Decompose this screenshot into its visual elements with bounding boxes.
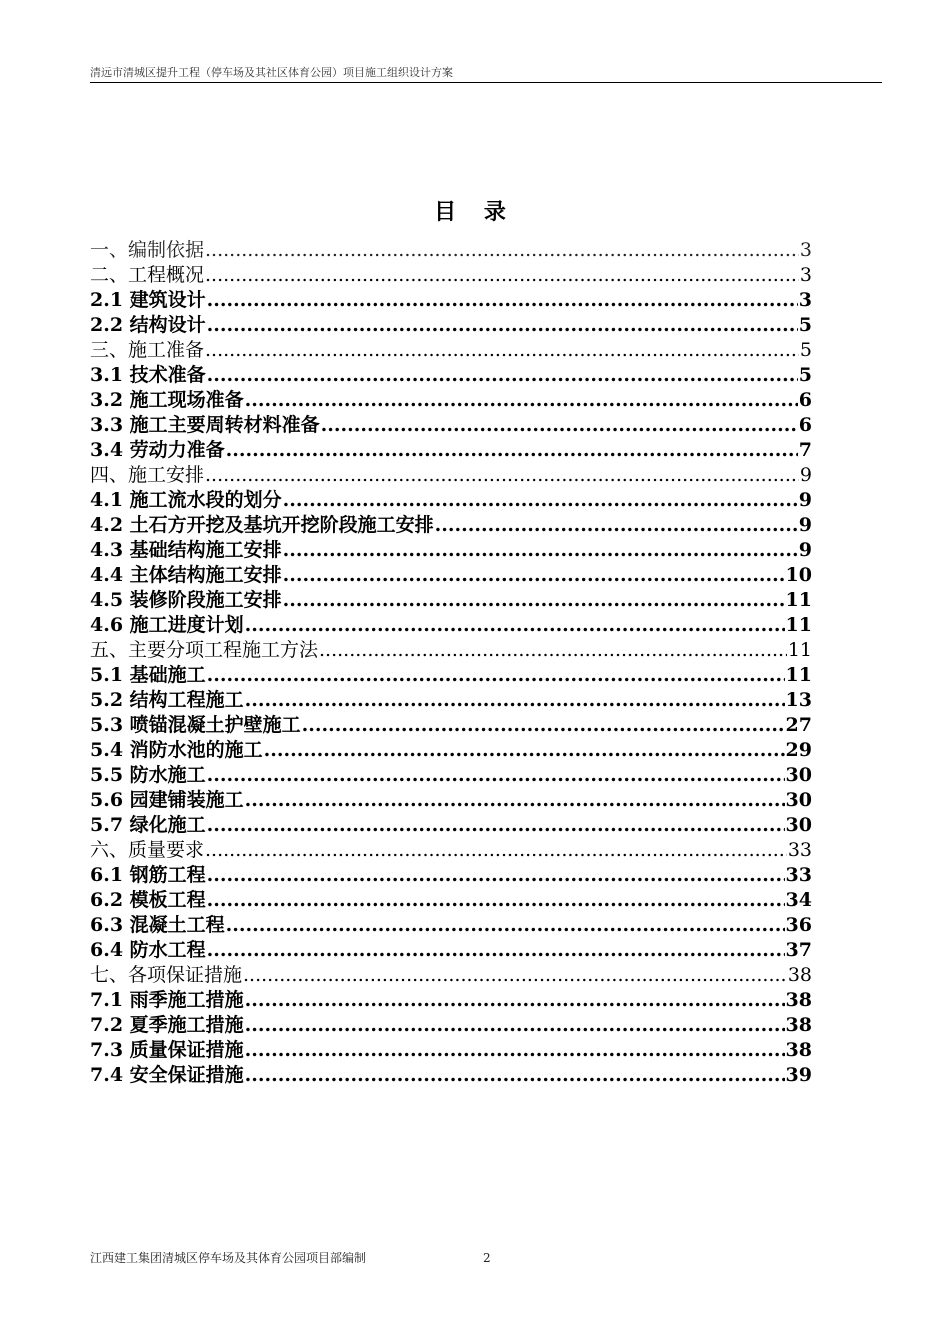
toc-leader-dots <box>205 838 787 863</box>
toc-entry-label: 3.4 劳动力准备 <box>90 439 225 461</box>
toc-entry[interactable] <box>90 788 812 813</box>
toc-leader-dots <box>245 388 798 413</box>
toc-entry-page: 5 <box>798 314 812 336</box>
toc-entry[interactable] <box>90 763 812 788</box>
toc-entry[interactable] <box>90 1063 812 1088</box>
toc-entry[interactable] <box>90 963 812 988</box>
table-of-contents <box>90 238 812 1088</box>
toc-entry-label: 6.3 混凝土工程 <box>90 914 225 936</box>
toc-entry-page: 38 <box>785 1014 812 1036</box>
toc-entry[interactable] <box>90 1038 812 1063</box>
toc-leader-dots <box>245 988 785 1013</box>
toc-entry[interactable] <box>90 313 812 338</box>
toc-entry[interactable] <box>90 988 812 1013</box>
toc-entry-label: 5.1 基础施工 <box>90 664 206 686</box>
header-title: 清远市清城区提升工程（停车场及其社区体育公园）项目施工组织设计方案 <box>90 66 453 79</box>
toc-leader-dots <box>207 813 785 838</box>
toc-entry-label: 六、质量要求 <box>90 839 205 861</box>
toc-entry[interactable] <box>90 938 812 963</box>
toc-entry[interactable] <box>90 738 812 763</box>
toc-entry[interactable] <box>90 588 812 613</box>
toc-entry-label: 7.4 安全保证措施 <box>90 1064 244 1086</box>
toc-entry-page: 5 <box>799 339 812 361</box>
toc-entry[interactable] <box>90 688 812 713</box>
toc-leader-dots <box>205 238 799 263</box>
toc-entry-label: 4.1 施工流水段的划分 <box>90 489 282 511</box>
toc-entry-page: 39 <box>785 1064 812 1086</box>
toc-entry-label: 4.2 土石方开挖及基坑开挖阶段施工安排 <box>90 514 434 536</box>
toc-entry-page: 6 <box>798 414 812 436</box>
toc-entry[interactable] <box>90 288 812 313</box>
toc-entry-label: 一、编制依据 <box>90 239 205 261</box>
toc-title: 目 录 <box>434 200 516 225</box>
toc-entry-label: 6.1 钢筋工程 <box>90 864 206 886</box>
toc-entry[interactable] <box>90 713 812 738</box>
toc-entry-page: 6 <box>798 389 812 411</box>
toc-entry[interactable] <box>90 238 812 263</box>
toc-entry-label: 四、施工安排 <box>90 464 205 486</box>
toc-entry-page: 36 <box>785 914 812 936</box>
toc-leader-dots <box>302 713 785 738</box>
toc-entry[interactable] <box>90 563 812 588</box>
toc-entry-label: 4.3 基础结构施工安排 <box>90 539 282 561</box>
toc-entry-page: 11 <box>785 664 812 686</box>
toc-entry-label: 7.1 雨季施工措施 <box>90 989 244 1011</box>
toc-entry[interactable] <box>90 663 812 688</box>
toc-entry-page: 30 <box>785 814 812 836</box>
toc-entry-label: 3.2 施工现场准备 <box>90 389 244 411</box>
toc-leader-dots <box>435 513 798 538</box>
toc-entry[interactable] <box>90 388 812 413</box>
toc-entry-label: 2.1 建筑设计 <box>90 289 206 311</box>
toc-entry-page: 9 <box>798 489 812 511</box>
toc-entry[interactable] <box>90 338 812 363</box>
toc-entry-label: 4.6 施工进度计划 <box>90 614 244 636</box>
toc-leader-dots <box>321 413 798 438</box>
toc-entry-page: 9 <box>799 464 812 486</box>
toc-entry[interactable] <box>90 513 812 538</box>
footer-page-number: 2 <box>483 1251 491 1265</box>
footer-text: 江西建工集团清城区停车场及其体育公园项目部编制 <box>90 1251 367 1265</box>
toc-entry-page: 3 <box>799 239 812 261</box>
toc-entry-label: 五、主要分项工程施工方法 <box>90 639 319 661</box>
toc-leader-dots <box>205 463 799 488</box>
toc-entry-label: 七、各项保证措施 <box>90 964 243 986</box>
toc-entry-label: 5.2 结构工程施工 <box>90 689 244 711</box>
toc-entry-label: 6.4 防水工程 <box>90 939 206 961</box>
toc-leader-dots <box>226 438 798 463</box>
toc-entry-page: 11 <box>785 589 812 611</box>
toc-entry[interactable] <box>90 613 812 638</box>
toc-leader-dots <box>245 1038 785 1063</box>
toc-entry-label: 3.1 技术准备 <box>90 364 206 386</box>
toc-entry-page: 30 <box>785 764 812 786</box>
toc-entry-label: 7.3 质量保证措施 <box>90 1039 244 1061</box>
toc-entry[interactable] <box>90 813 812 838</box>
toc-entry-page: 11 <box>787 639 812 661</box>
toc-leader-dots <box>283 538 798 563</box>
toc-leader-dots <box>207 763 785 788</box>
toc-entry-label: 3.3 施工主要周转材料准备 <box>90 414 320 436</box>
toc-entry[interactable] <box>90 538 812 563</box>
toc-entry-label: 三、施工准备 <box>90 339 205 361</box>
toc-leader-dots <box>243 963 787 988</box>
toc-entry-page: 29 <box>785 739 812 761</box>
toc-entry-page: 38 <box>785 1039 812 1061</box>
toc-leader-dots <box>207 863 785 888</box>
toc-entry-page: 3 <box>799 264 812 286</box>
toc-leader-dots <box>245 788 785 813</box>
toc-entry[interactable] <box>90 263 812 288</box>
page-header <box>90 66 882 83</box>
toc-entry[interactable] <box>90 863 812 888</box>
toc-entry-page: 5 <box>798 364 812 386</box>
toc-entry[interactable] <box>90 838 812 863</box>
toc-entry-label: 7.2 夏季施工措施 <box>90 1014 244 1036</box>
toc-entry[interactable] <box>90 888 812 913</box>
toc-entry-page: 38 <box>785 989 812 1011</box>
toc-leader-dots <box>205 263 799 288</box>
toc-entry-page: 10 <box>785 564 812 586</box>
toc-entry[interactable] <box>90 463 812 488</box>
toc-leader-dots <box>207 663 785 688</box>
toc-entry-page: 27 <box>785 714 812 736</box>
toc-entry[interactable] <box>90 913 812 938</box>
toc-entry-label: 2.2 结构设计 <box>90 314 206 336</box>
toc-entry-page: 3 <box>798 289 812 311</box>
toc-leader-dots <box>245 1013 785 1038</box>
toc-leader-dots <box>226 913 785 938</box>
toc-entry-page: 33 <box>787 839 812 861</box>
toc-entry[interactable] <box>90 1013 812 1038</box>
toc-leader-dots <box>207 363 798 388</box>
toc-entry-label: 5.4 消防水池的施工 <box>90 739 263 761</box>
toc-entry[interactable] <box>90 638 812 663</box>
toc-leader-dots <box>283 563 785 588</box>
toc-entry-label: 6.2 模板工程 <box>90 889 206 911</box>
toc-leader-dots <box>245 1063 785 1088</box>
toc-entry[interactable] <box>90 488 812 513</box>
toc-leader-dots <box>319 638 787 663</box>
toc-entry-label: 5.3 喷锚混凝土护壁施工 <box>90 714 301 736</box>
toc-entry-label: 4.4 主体结构施工安排 <box>90 564 282 586</box>
toc-leader-dots <box>207 313 798 338</box>
toc-leader-dots <box>245 688 785 713</box>
toc-entry-page: 30 <box>785 789 812 811</box>
toc-leader-dots <box>283 588 785 613</box>
toc-entry-page: 7 <box>798 439 812 461</box>
toc-leader-dots <box>207 888 785 913</box>
toc-entry[interactable] <box>90 438 812 463</box>
toc-leader-dots <box>245 613 785 638</box>
toc-leader-dots <box>207 938 785 963</box>
toc-leader-dots <box>264 738 785 763</box>
toc-entry-page: 13 <box>785 689 812 711</box>
toc-entry-page: 9 <box>798 539 812 561</box>
toc-entry-label: 5.6 园建铺装施工 <box>90 789 244 811</box>
toc-entry-label: 4.5 装修阶段施工安排 <box>90 589 282 611</box>
toc-entry-page: 38 <box>787 964 812 986</box>
toc-leader-dots <box>205 338 799 363</box>
toc-leader-dots <box>207 288 798 313</box>
toc-entry-label: 二、工程概况 <box>90 264 205 286</box>
toc-entry-page: 34 <box>785 889 812 911</box>
toc-entry-label: 5.5 防水施工 <box>90 764 206 786</box>
toc-entry[interactable] <box>90 413 812 438</box>
toc-leader-dots <box>283 488 798 513</box>
toc-entry-page: 11 <box>785 614 812 636</box>
toc-entry-page: 33 <box>785 864 812 886</box>
toc-entry-label: 5.7 绿化施工 <box>90 814 206 836</box>
toc-entry-page: 9 <box>798 514 812 536</box>
toc-entry[interactable] <box>90 363 812 388</box>
toc-entry-page: 37 <box>785 939 812 961</box>
